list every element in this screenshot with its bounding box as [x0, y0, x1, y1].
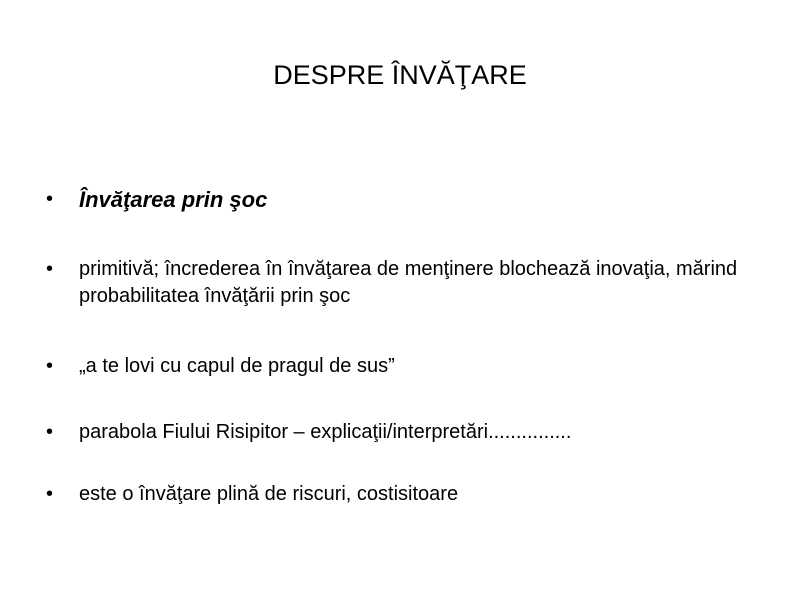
list-item	[46, 481, 766, 508]
bullet-icon: •	[46, 188, 54, 210]
list-item	[46, 419, 766, 446]
bullet-text: „a te lovi cu capul de pragul de sus”	[79, 355, 395, 377]
slide-title: DESPRE ÎNVĂŢARE	[273, 60, 527, 90]
list-item	[46, 353, 766, 380]
list-item	[46, 256, 766, 310]
bullet-icon: •	[46, 421, 54, 443]
bullet-icon: •	[46, 355, 54, 377]
bullet-icon: •	[46, 258, 54, 280]
bullet-icon: •	[46, 483, 54, 505]
bullet-text: este o învăţare plină de riscuri, costisitoare	[79, 483, 459, 505]
bullet-heading: Învăţarea prin şoc	[79, 187, 268, 212]
list-item	[46, 186, 766, 213]
bullet-text: primitivă; încrederea în învăţarea de menţinere blochează inovaţia, mărind probabilitatea învăţării prin şoc	[79, 258, 738, 307]
bullet-text: parabola Fiului Risipitor – explicaţii/interpretări...............	[79, 421, 572, 443]
